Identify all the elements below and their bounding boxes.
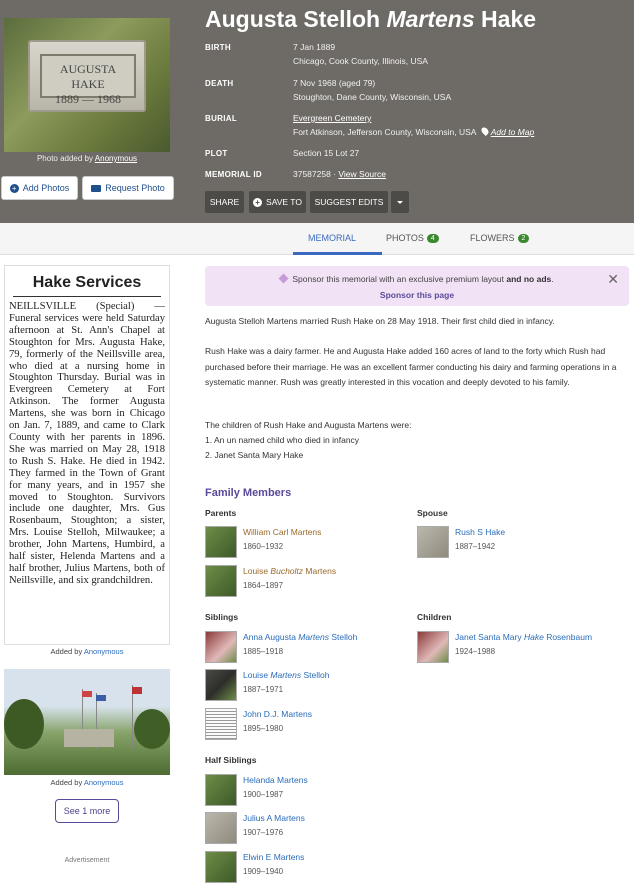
name-part: Anna Augusta	[243, 632, 299, 642]
obituary-clipping[interactable]	[4, 265, 170, 645]
flagpole	[132, 685, 133, 749]
save-to-label: SAVE TO	[266, 197, 302, 207]
member-name-link[interactable]	[243, 670, 330, 680]
headstone	[28, 40, 146, 112]
camera-icon	[91, 185, 101, 192]
family-member-card[interactable]	[205, 565, 415, 599]
sponsor-bold: and no ads	[506, 274, 552, 284]
family-member-card[interactable]	[417, 631, 627, 665]
member-dates: 1909–1940	[243, 867, 284, 876]
member-photo	[205, 631, 237, 663]
add-photos-button[interactable]	[1, 176, 78, 200]
photo-added-by	[4, 778, 170, 787]
member-photo	[205, 851, 237, 883]
diamond-icon	[279, 274, 289, 284]
birth-place: Chicago, Cook County, Illinois, USA	[293, 56, 428, 66]
clipping-title: Hake Services	[32, 274, 142, 291]
bio-list-item: 1. An un named child who died in infancy	[205, 435, 360, 445]
member-dates: 1895–1980	[243, 724, 284, 733]
maiden-name: Martens	[298, 632, 330, 642]
memorial-header	[0, 0, 634, 223]
request-photo-button[interactable]	[82, 176, 174, 200]
view-source-link[interactable]: View Source	[338, 169, 386, 179]
map-pin-icon	[480, 126, 490, 136]
burial-label: BURIAL	[205, 114, 238, 123]
add-photos-label: Add Photos	[22, 183, 70, 193]
request-photo-label: Request Photo	[105, 183, 165, 193]
name-part: Louise	[243, 566, 271, 576]
siblings-heading: Siblings	[205, 612, 239, 622]
member-dates: 1924–1988	[455, 647, 496, 656]
save-to-button[interactable]	[249, 191, 306, 213]
member-dates: 1887–1942	[455, 542, 496, 551]
title-first: Augusta Stelloh	[205, 6, 387, 32]
tab-flowers[interactable]	[470, 233, 529, 243]
member-name-link[interactable]: William Carl Martens	[243, 527, 322, 537]
member-dates: 1864–1897	[243, 581, 284, 590]
maiden-name: Bucholtz	[270, 566, 304, 576]
plus-circle-icon: +	[253, 198, 262, 207]
family-member-card[interactable]	[205, 708, 415, 742]
headstone-plate	[40, 54, 136, 106]
member-photo	[205, 565, 237, 597]
maiden-name: Martens	[270, 670, 302, 680]
cemetery-link[interactable]: Evergreen Cemetery	[293, 113, 372, 123]
member-name-link[interactable]: Helanda Martens	[243, 775, 308, 785]
family-member-card[interactable]	[205, 526, 415, 560]
flag	[82, 691, 92, 697]
member-photo	[417, 526, 449, 558]
chevron-down-icon	[397, 201, 403, 204]
member-photo	[205, 669, 237, 701]
tab-flowers-label: FLOWERS	[470, 233, 515, 243]
photo-caption-user-link[interactable]: Anonymous	[94, 154, 138, 163]
family-members-heading: Family Members	[205, 487, 292, 499]
tree	[4, 699, 44, 749]
added-by-user-link[interactable]: Anonymous	[83, 778, 124, 787]
member-dates: 1907–1976	[243, 828, 284, 837]
suggest-edits-button[interactable]	[310, 191, 388, 213]
see-more-label: See 1 more	[63, 806, 111, 816]
more-options-button[interactable]	[391, 191, 409, 213]
bio-paragraph: Augusta Stelloh Martens married Rush Hake on 28 May 1918. Their first child died in infancy.	[205, 316, 555, 326]
member-dates: 1860–1932	[243, 542, 284, 551]
family-member-card[interactable]	[205, 812, 415, 846]
family-member-card[interactable]	[205, 774, 415, 808]
death-date: 7 Nov 1968 (aged 79)	[293, 78, 376, 88]
maiden-name: Hake	[523, 632, 544, 642]
birth-label: BIRTH	[205, 43, 231, 52]
parents-heading: Parents	[205, 508, 237, 518]
member-dates: 1887–1971	[243, 685, 284, 694]
birth-date: 7 Jan 1889	[293, 42, 336, 52]
memorial-title	[205, 6, 536, 33]
children-heading: Children	[417, 612, 452, 622]
cemetery-photo[interactable]	[4, 669, 170, 775]
photo-caption	[4, 154, 170, 163]
member-photo	[205, 708, 237, 740]
memorial-id: 37587258	[293, 169, 331, 179]
monument	[64, 729, 114, 747]
death-value	[293, 76, 451, 104]
plus-circle-icon: +	[10, 184, 19, 193]
tab-memorial[interactable]	[308, 233, 356, 243]
headstone-name: AUGUSTA HAKE	[59, 62, 117, 91]
death-label: DEATH	[205, 79, 234, 88]
added-by-prefix: Added by	[50, 778, 84, 787]
member-photo	[205, 812, 237, 844]
tree	[134, 709, 170, 749]
sponsor-text: Sponsor this memorial with an exclusive premium layout	[292, 274, 507, 284]
member-dates: 1885–1918	[243, 647, 284, 656]
name-part: Stelloh	[301, 670, 330, 680]
spouse-heading: Spouse	[417, 508, 448, 518]
share-button[interactable]	[205, 191, 244, 213]
name-part: Martens	[303, 566, 337, 576]
burial-value	[293, 111, 534, 139]
member-dates: 1900–1987	[243, 790, 284, 799]
name-part: Janet Santa Mary	[455, 632, 524, 642]
memorial-id-value: 37587258 · View Source	[293, 169, 386, 179]
birth-value	[293, 40, 428, 68]
sponsor-period: .	[551, 274, 554, 284]
burial-place: Fort Atkinson, Jefferson County, Wisconsin, USA	[293, 127, 476, 137]
plot-value: Section 15 Lot 27	[293, 148, 360, 158]
member-photo	[205, 526, 237, 558]
bio-paragraph: The children of Rush Hake and Augusta Martens were:	[205, 420, 412, 430]
clipping-text: NEILLSVILLE (Special) — Funeral services were held Saturday afternoon at St. Ann's Chapel at Stoughton for Mrs. Augusta Hake, 79, formerly of the Neillsville area, who died at a nursing home in Stoughton Thursday. Burial was in Evergreen Cemetery at Fort Atkinson. The former Augusta Martens, she was born in Chicago on Jan. 7, 1889, and came to Clark County with her parents in 1896. She was married on May 28, 1918 to Rush S. Hake. He died in 1942. They farmed in the Town of Grant for many years, and in 1957 she moved to Stoughton. Survivors include one daughter, Mrs. Gus Rosenbaum, Stoughton; a sister, Mrs. Louise Stelloh, Milwaukee; a brother, John Martens, Humbird, a half sister, Helenda Martens and a half brother, Julius Martens, both of Neillsville, and six grandchildren.	[9, 301, 165, 586]
headstone-years: 1889 — 1968	[55, 92, 121, 106]
half-siblings-heading: Half Siblings	[205, 755, 257, 765]
sponsor-page-link[interactable]: Sponsor this page	[379, 290, 455, 300]
member-name-link[interactable]: Elwin E Martens	[243, 852, 305, 862]
close-icon[interactable]: ✕	[607, 271, 619, 287]
memorial-id-label: MEMORIAL ID	[205, 170, 262, 179]
tab-memorial-label: MEMORIAL	[308, 233, 357, 243]
added-by-prefix: Added by	[50, 647, 84, 656]
family-member-card[interactable]	[205, 669, 415, 703]
name-part: Stelloh	[329, 632, 358, 642]
add-to-map-link[interactable]: Add to Map	[490, 127, 535, 137]
clipping-added-by	[4, 647, 170, 656]
suggest-edits-label: SUGGEST EDITS	[314, 197, 384, 207]
member-photo	[205, 774, 237, 806]
flag	[132, 687, 142, 694]
bio-list-item: 2. Janet Santa Mary Hake	[205, 450, 304, 460]
advertisement-label: Advertisement	[64, 857, 110, 864]
title-maiden: Martens	[386, 6, 475, 32]
bio-paragraph: Rush Hake was a dairy farmer. He and Augusta Hake added 160 acres of land to the forty which Rush had purchased before their marriage. He was an excellent farmer conducting his dairy and farming operations in a systematic manner. Rush was greatly interested in this vocation and deeply devoted to his family.	[205, 346, 617, 387]
photo-caption-prefix: Photo added by	[36, 154, 95, 163]
tab-photos-label: PHOTOS	[386, 233, 424, 243]
flowers-count-badge: 2	[518, 234, 530, 243]
member-photo	[417, 631, 449, 663]
family-member-card[interactable]	[205, 631, 415, 665]
active-tab-indicator	[293, 252, 382, 255]
family-member-card[interactable]	[205, 851, 415, 876]
member-name-link[interactable]: Julius A Martens	[243, 813, 305, 823]
see-more-button[interactable]	[55, 799, 119, 823]
photos-count-badge: 4	[427, 234, 439, 243]
share-label: SHARE	[209, 197, 240, 207]
plot-label: PLOT	[205, 149, 228, 158]
added-by-user-link[interactable]: Anonymous	[83, 647, 124, 656]
member-name-link[interactable]: Rush S Hake	[455, 527, 506, 537]
member-name-link[interactable]: John D.J. Martens	[243, 709, 312, 719]
flag	[96, 695, 106, 701]
member-name-link[interactable]	[455, 632, 592, 642]
name-part: Rosenbaum	[543, 632, 593, 642]
title-last: Hake	[474, 6, 537, 32]
tab-photos[interactable]	[386, 233, 439, 243]
sponsor-banner	[205, 266, 629, 306]
family-member-card[interactable]	[417, 526, 627, 560]
headstone-photo[interactable]	[4, 18, 170, 152]
death-place: Stoughton, Dane County, Wisconsin, USA	[293, 92, 452, 102]
member-name-link[interactable]	[243, 632, 357, 642]
name-part: Louise	[243, 670, 271, 680]
memorial-tabs	[0, 223, 634, 255]
member-name-link[interactable]	[243, 566, 336, 576]
